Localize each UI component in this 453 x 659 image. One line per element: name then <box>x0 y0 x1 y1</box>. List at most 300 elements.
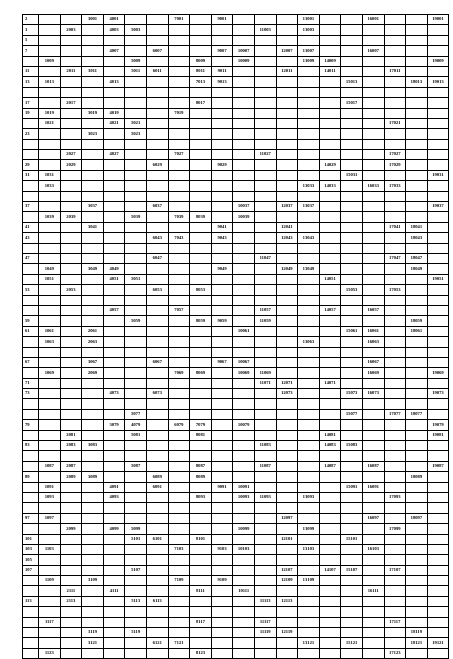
number-cell: 1021 <box>39 118 61 128</box>
number-cell <box>168 264 190 274</box>
number-cell: 17033 <box>384 181 406 191</box>
number-cell <box>276 25 298 35</box>
number-cell <box>362 285 384 295</box>
row-index-cell: 5 <box>23 35 39 45</box>
number-cell <box>276 170 298 180</box>
number-cell <box>298 565 320 575</box>
number-cell <box>39 357 61 367</box>
number-cell: 5087 <box>125 461 147 471</box>
number-cell <box>384 35 406 45</box>
number-cell: 2027 <box>60 150 82 160</box>
number-cell <box>190 170 212 180</box>
number-cell: 19001 <box>427 15 449 25</box>
number-cell: 10099 <box>233 524 255 534</box>
number-cell: 13009 <box>298 56 320 66</box>
number-cell <box>298 295 320 305</box>
number-cell <box>125 15 147 25</box>
number-cell <box>427 295 449 305</box>
row-index-cell: 73 <box>23 389 39 399</box>
number-cell <box>384 25 406 35</box>
table-row <box>23 191 449 201</box>
number-cell <box>406 503 428 513</box>
number-cell <box>190 222 212 232</box>
number-cell <box>103 243 125 253</box>
number-cell <box>341 191 363 201</box>
number-cell <box>298 253 320 263</box>
table-row <box>23 441 449 451</box>
number-cell <box>146 118 168 128</box>
number-cell <box>103 295 125 305</box>
number-cell <box>384 461 406 471</box>
number-cell: 15101 <box>341 534 363 544</box>
number-cell <box>319 368 341 378</box>
number-cell <box>298 472 320 482</box>
number-cell <box>233 389 255 399</box>
number-cell <box>298 305 320 315</box>
number-cell <box>168 482 190 492</box>
number-cell <box>276 56 298 66</box>
number-cell: 8069 <box>190 368 212 378</box>
number-cell <box>103 191 125 201</box>
number-cell <box>60 316 82 326</box>
number-cell <box>341 139 363 149</box>
number-cell: 18097 <box>406 513 428 523</box>
number-cell <box>233 170 255 180</box>
row-index-cell <box>23 576 39 586</box>
row-index-cell: 53 <box>23 285 39 295</box>
number-cell <box>39 638 61 648</box>
number-cell <box>60 77 82 87</box>
number-cell <box>82 25 104 35</box>
number-cell: 16087 <box>362 461 384 471</box>
number-cell <box>427 555 449 565</box>
number-cell <box>190 150 212 160</box>
number-cell <box>60 420 82 430</box>
number-cell: 17011 <box>384 66 406 76</box>
number-cell <box>362 139 384 149</box>
number-cell: 11069 <box>254 368 276 378</box>
table-row <box>23 66 449 76</box>
number-cell <box>319 399 341 409</box>
number-cell <box>276 253 298 263</box>
number-cell <box>384 596 406 606</box>
number-cell: 3011 <box>82 66 104 76</box>
number-cell <box>82 451 104 461</box>
number-cell: 10111 <box>233 586 255 596</box>
number-cell: 2029 <box>60 160 82 170</box>
number-cell <box>298 628 320 638</box>
number-cell <box>39 596 61 606</box>
number-cell <box>168 285 190 295</box>
number-cell <box>39 472 61 482</box>
number-cell <box>211 399 233 409</box>
number-cell <box>254 513 276 523</box>
number-cell <box>254 295 276 305</box>
number-cell: 16061 <box>362 326 384 336</box>
row-index-cell <box>23 638 39 648</box>
number-cell <box>362 555 384 565</box>
number-cell <box>60 139 82 149</box>
number-cell <box>406 482 428 492</box>
number-cell <box>406 607 428 617</box>
number-cell <box>254 347 276 357</box>
number-cell: 6011 <box>146 66 168 76</box>
number-cell <box>82 524 104 534</box>
number-cell: 8053 <box>190 285 212 295</box>
number-cell: 18043 <box>406 233 428 243</box>
row-index-cell <box>23 337 39 347</box>
number-cell: 6121 <box>146 638 168 648</box>
number-cell <box>233 451 255 461</box>
number-cell <box>341 368 363 378</box>
number-cell <box>406 399 428 409</box>
number-cell <box>427 347 449 357</box>
number-cell <box>82 295 104 305</box>
number-cell: 2003 <box>60 25 82 35</box>
number-cell: 12011 <box>276 66 298 76</box>
number-cell <box>319 191 341 201</box>
table-row <box>23 233 449 243</box>
number-cell: 19013 <box>427 77 449 87</box>
number-cell <box>125 441 147 451</box>
table-row <box>23 316 449 326</box>
number-cell <box>103 503 125 513</box>
number-cell <box>103 181 125 191</box>
number-cell <box>103 326 125 336</box>
number-cell <box>384 108 406 118</box>
number-cell <box>103 461 125 471</box>
number-cell <box>319 586 341 596</box>
number-cell: 13063 <box>298 337 320 347</box>
number-cell <box>190 118 212 128</box>
number-cell: 2081 <box>60 430 82 440</box>
number-cell <box>406 87 428 97</box>
number-cell <box>406 565 428 575</box>
number-cell <box>39 607 61 617</box>
number-cell <box>125 305 147 315</box>
number-cell <box>146 139 168 149</box>
number-cell <box>276 638 298 648</box>
number-cell <box>341 181 363 191</box>
number-cell: 17029 <box>384 160 406 170</box>
number-cell <box>190 243 212 253</box>
number-cell <box>103 56 125 66</box>
number-cell: 2011 <box>60 66 82 76</box>
number-cell: 14009 <box>319 56 341 66</box>
number-cell <box>298 212 320 222</box>
number-cell <box>168 628 190 638</box>
number-cell <box>406 441 428 451</box>
number-cell <box>276 503 298 513</box>
number-cell <box>362 222 384 232</box>
number-cell <box>427 35 449 45</box>
number-cell: 2087 <box>60 461 82 471</box>
row-index-cell: 11 <box>23 66 39 76</box>
number-cell <box>82 170 104 180</box>
number-cell <box>319 285 341 295</box>
number-cell: 7001 <box>168 15 190 25</box>
number-cell: 5009 <box>125 56 147 66</box>
number-cell <box>319 35 341 45</box>
number-cell <box>298 347 320 357</box>
number-cell: 1097 <box>39 513 61 523</box>
number-cell <box>82 617 104 627</box>
number-cell <box>146 170 168 180</box>
number-cell: 16091 <box>362 482 384 492</box>
number-cell <box>146 150 168 160</box>
number-cell: 2069 <box>82 368 104 378</box>
number-cell <box>39 503 61 513</box>
number-cell <box>427 441 449 451</box>
number-cell: 14051 <box>319 274 341 284</box>
number-cell: 17099 <box>384 524 406 534</box>
number-cell: 4051 <box>103 274 125 284</box>
number-cell <box>103 555 125 565</box>
number-cell: 1019 <box>39 108 61 118</box>
row-index-cell <box>23 347 39 357</box>
number-cell <box>427 544 449 554</box>
number-cell <box>125 222 147 232</box>
number-cell <box>362 35 384 45</box>
number-cell <box>341 347 363 357</box>
number-cell <box>60 202 82 212</box>
number-cell <box>362 399 384 409</box>
number-cell <box>146 56 168 66</box>
row-index-cell: 71 <box>23 378 39 388</box>
number-cell: 12049 <box>276 264 298 274</box>
number-cell <box>298 409 320 419</box>
number-cell <box>103 430 125 440</box>
number-cell: 5023 <box>125 129 147 139</box>
number-cell <box>60 492 82 502</box>
number-cell <box>427 326 449 336</box>
number-cell <box>211 503 233 513</box>
number-cell: 1049 <box>39 264 61 274</box>
number-cell: 2099 <box>60 524 82 534</box>
number-cell <box>362 98 384 108</box>
number-cell <box>276 472 298 482</box>
number-cell <box>211 617 233 627</box>
number-cell: 4079 <box>125 420 147 430</box>
number-cell: 10007 <box>233 46 255 56</box>
number-cell <box>319 150 341 160</box>
number-cell: 1093 <box>39 492 61 502</box>
number-cell <box>168 77 190 87</box>
number-cell <box>233 243 255 253</box>
number-cell: 12007 <box>276 46 298 56</box>
number-cell <box>276 420 298 430</box>
number-cell <box>190 108 212 118</box>
number-cell: 1103 <box>39 544 61 554</box>
number-cell <box>82 513 104 523</box>
row-index-cell <box>23 461 39 471</box>
number-cell <box>39 295 61 305</box>
number-cell <box>60 628 82 638</box>
number-cell <box>276 129 298 139</box>
number-cell <box>341 118 363 128</box>
number-cell <box>384 170 406 180</box>
number-cell: 9011 <box>211 66 233 76</box>
number-cell: 13049 <box>298 264 320 274</box>
number-cell <box>103 316 125 326</box>
number-cell <box>254 15 276 25</box>
number-cell <box>60 357 82 367</box>
number-cell <box>384 295 406 305</box>
number-cell <box>384 264 406 274</box>
number-cell: 18049 <box>406 264 428 274</box>
number-cell <box>39 430 61 440</box>
number-cell: 7109 <box>168 576 190 586</box>
number-cell <box>427 233 449 243</box>
number-cell <box>319 482 341 492</box>
table-row <box>23 15 449 25</box>
number-cell <box>103 451 125 461</box>
number-cell <box>125 576 147 586</box>
number-cell <box>427 243 449 253</box>
number-cell <box>60 295 82 305</box>
number-cell <box>39 150 61 160</box>
row-index-cell <box>23 482 39 492</box>
number-cell <box>168 461 190 471</box>
number-cell <box>146 295 168 305</box>
number-cell <box>319 347 341 357</box>
number-cell <box>82 461 104 471</box>
number-cell <box>384 46 406 56</box>
number-cell <box>39 524 61 534</box>
number-cell <box>427 98 449 108</box>
number-cell <box>39 243 61 253</box>
number-cell: 2083 <box>60 441 82 451</box>
number-cell <box>341 524 363 534</box>
table-row <box>23 264 449 274</box>
number-cell <box>211 461 233 471</box>
number-cell <box>211 347 233 357</box>
number-cell <box>39 139 61 149</box>
number-cell <box>190 524 212 534</box>
number-cell <box>168 503 190 513</box>
table-row <box>23 181 449 191</box>
number-cell: 8011 <box>190 66 212 76</box>
number-cell: 9007 <box>211 46 233 56</box>
number-cell: 17041 <box>384 222 406 232</box>
number-cell <box>211 191 233 201</box>
number-cell <box>190 347 212 357</box>
number-cell <box>319 648 341 658</box>
number-cell: 12037 <box>276 202 298 212</box>
table-row <box>23 586 449 596</box>
number-cell <box>233 565 255 575</box>
number-cell <box>211 274 233 284</box>
number-cell <box>384 586 406 596</box>
number-cell: 4091 <box>103 482 125 492</box>
number-cell <box>298 586 320 596</box>
number-cell <box>125 243 147 253</box>
number-cell <box>298 534 320 544</box>
number-cell: 16073 <box>362 389 384 399</box>
number-cell <box>362 77 384 87</box>
number-cell <box>233 150 255 160</box>
number-cell <box>82 544 104 554</box>
number-cell: 18047 <box>406 253 428 263</box>
number-cell <box>82 586 104 596</box>
number-cell <box>298 160 320 170</box>
number-cell <box>211 295 233 305</box>
number-cell <box>319 233 341 243</box>
table-row <box>23 534 449 544</box>
number-cell <box>60 565 82 575</box>
number-cell <box>341 15 363 25</box>
number-cell: 13099 <box>298 524 320 534</box>
number-cell <box>103 66 125 76</box>
number-cell: 6007 <box>146 46 168 56</box>
number-cell <box>125 389 147 399</box>
number-cell: 15083 <box>341 441 363 451</box>
number-cell: 9001 <box>211 15 233 25</box>
table-row <box>23 513 449 523</box>
number-cell <box>39 441 61 451</box>
number-cell <box>319 15 341 25</box>
number-cell: 7103 <box>168 544 190 554</box>
row-index-cell <box>23 87 39 97</box>
number-cell <box>233 108 255 118</box>
number-cell: 17107 <box>384 565 406 575</box>
table-row <box>23 472 449 482</box>
row-index-cell: 19 <box>23 108 39 118</box>
number-cell <box>406 492 428 502</box>
number-cell: 19037 <box>427 202 449 212</box>
number-cell <box>103 648 125 658</box>
number-cell: 13001 <box>298 15 320 25</box>
number-cell <box>233 576 255 586</box>
table-row <box>23 555 449 565</box>
number-cell <box>298 98 320 108</box>
number-cell <box>233 337 255 347</box>
number-cell <box>211 534 233 544</box>
number-cell <box>233 285 255 295</box>
number-cell: 14033 <box>319 181 341 191</box>
number-cell <box>298 617 320 627</box>
number-cell <box>427 253 449 263</box>
number-cell <box>276 617 298 627</box>
number-cell <box>276 212 298 222</box>
number-cell <box>39 98 61 108</box>
number-cell: 2039 <box>60 212 82 222</box>
number-cell <box>125 191 147 201</box>
number-cell: 15077 <box>341 409 363 419</box>
number-cell: 17027 <box>384 150 406 160</box>
row-index-cell <box>23 368 39 378</box>
number-cell <box>319 139 341 149</box>
table-row <box>23 98 449 108</box>
number-cell <box>60 347 82 357</box>
number-cell: 5051 <box>125 274 147 284</box>
row-index-cell: 41 <box>23 222 39 232</box>
row-index-cell: 13 <box>23 77 39 87</box>
number-cell: 13109 <box>298 576 320 586</box>
number-cell <box>298 461 320 471</box>
number-cell: 15013 <box>341 77 363 87</box>
number-cell <box>211 170 233 180</box>
number-cell <box>233 222 255 232</box>
number-cell <box>319 472 341 482</box>
number-cell <box>39 25 61 35</box>
number-cell <box>103 441 125 451</box>
number-cell <box>341 212 363 222</box>
number-cell <box>362 576 384 586</box>
number-cell <box>427 129 449 139</box>
table-row <box>23 305 449 315</box>
number-cell: 17047 <box>384 253 406 263</box>
